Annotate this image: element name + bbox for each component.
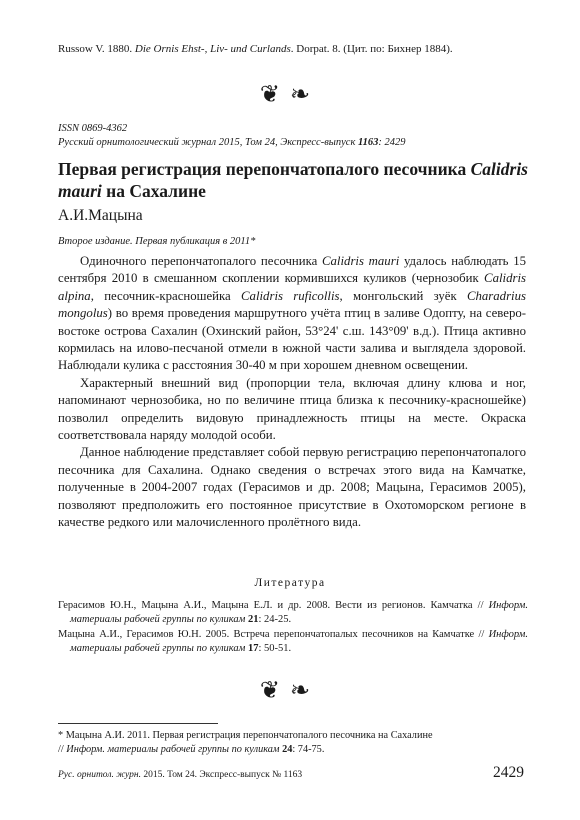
author: А.И.Мацына	[58, 207, 143, 224]
ornament-right-icon: ❧	[290, 80, 321, 108]
page-number: 2429	[493, 764, 524, 781]
running-footer: Рус. орнитол. журн. 2015. Том 24. Экспресс-выпуск № 1163	[58, 770, 303, 780]
literature-heading: Литература	[254, 577, 326, 589]
paragraph-2: Характерный внешний вид (пропорции тела, включая длину клюва и ног, напоминают чернозобика, но по величине птица близка к песочнику-красношейке) позволил определить видовую принадлежность птицы на месте. Окраска соответствовала наряду молодой особи.	[58, 375, 526, 443]
ornament-left-icon: ❦	[259, 80, 290, 108]
ornament-right-icon: ❧	[290, 676, 321, 704]
journal-citation: Русский орнитологический журнал 2015, Том 24, Экспресс-выпуск 1163: 2429	[58, 137, 406, 148]
paragraph-3: Данное наблюдение представляет собой первую регистрацию перепончатопалого песочника для Сахалина. Однако сведения о встречах этого вида на Камчатке, полученные в 2004-2007 годах (Герасимов и др. 2008; Мацына, Герасимов 2005), позволяют предположить его постоянное присутствие в Охотоморском регионе в качестве редкого или малочисленного пролётного вида.	[58, 445, 526, 530]
ornament-divider-top	[0, 80, 580, 108]
ornament-left-icon: ❦	[259, 676, 290, 704]
article-body	[58, 253, 526, 532]
reference-item: Мацына А.И., Герасимов Ю.Н. 2005. Встреча перепончатопалых песочников на Камчатке // Информ. материалы рабочей группы по куликам 17: 50-51.	[58, 629, 528, 654]
article-title: Первая регистрация перепончатопалого песочника Calidris mauri на Сахалине	[58, 159, 528, 201]
footnote-rule	[58, 723, 218, 724]
edition-note: Второе издание. Первая публикация в 2011*	[58, 236, 256, 247]
ornament-divider-bottom	[0, 676, 580, 704]
reference-item: Герасимов Ю.Н., Мацына А.И., Мацына Е.Л. и др. 2008. Вести из регионов. Камчатка // Информ. материалы рабочей группы по куликам 21: 24-25.	[58, 600, 528, 625]
reference-list	[58, 599, 528, 657]
paragraph-1: Одиночного перепончатопалого песочника Calidris mauri удалось наблюдать 15 сентября 2010 в смешанном скоплении кормившихся куликов (чернозобик Calidris alpina, песочник-красношейка Calidris ruficollis, монгольский зуёк Charadrius mongolus) во время проведения маршрутного учёта птиц в заливе Одопту, на северо-востоке острова Сахалин (Охинский район, 53°24' с.ш. 143°09' в.д.). Птица активно кормилась на илово-песчаной отмели в южной части залива и выглядела здоровой. Наблюдали кулика с расстояния 30-40 м при хорошем дневном освещении.	[58, 254, 527, 373]
issn: ISSN 0869-4362	[58, 123, 128, 134]
previous-reference: Russow V. 1880. Die Ornis Ehst-, Liv- und Curlands. Dorpat. 8. (Цит. по: Бихнер 1884).	[58, 43, 453, 55]
journal-header	[58, 122, 528, 150]
footnote: * Мацына А.И. 2011. Первая регистрация перепончатопалого песочника на Сахалине // Информ. материалы рабочей группы по куликам 24: 74-75.	[58, 730, 433, 755]
